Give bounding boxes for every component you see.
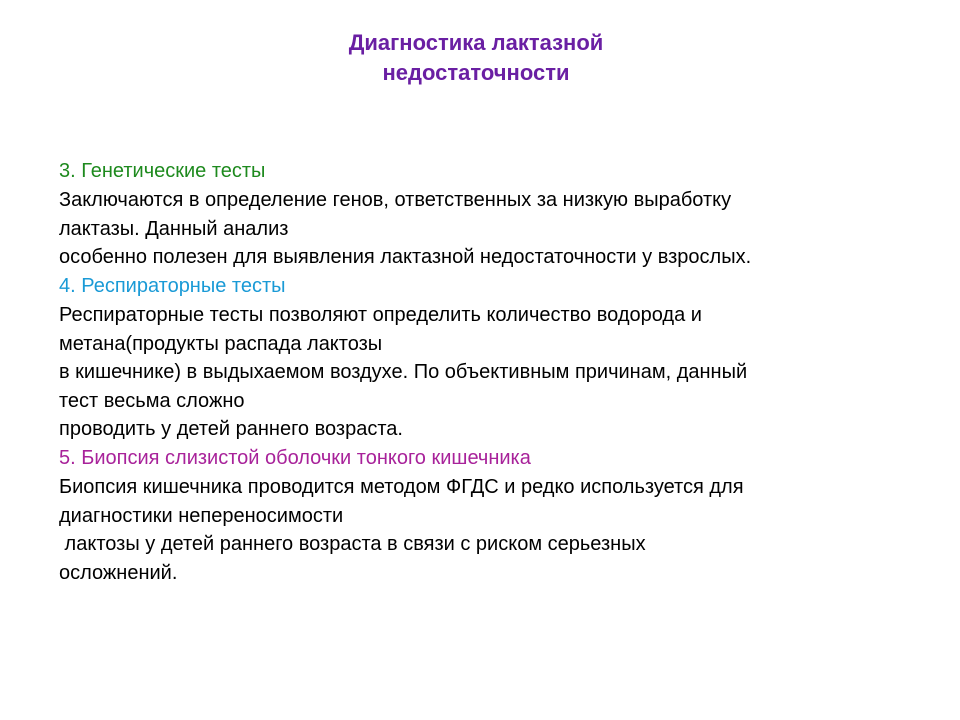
slide-title-line-1: Диагностика лактазной	[348, 30, 604, 55]
body-line: в кишечнике) в выдыхаемом воздухе. По объективным причинам, данный	[59, 361, 748, 383]
body-line: тест весьма сложно	[59, 390, 245, 412]
slide-title-line-2: недостаточности	[382, 60, 570, 85]
body-line: Заключаются в определение генов, ответственных за низкую выработку	[59, 189, 732, 211]
body-line: Респираторные тесты позволяют определить количество водорода и	[59, 304, 702, 326]
section-heading-respiratory-tests: 4. Респираторные тесты	[59, 275, 286, 297]
slide-title	[0, 28, 952, 88]
body-line: осложнений.	[59, 562, 178, 584]
body-line: метана(продукты распада лактозы	[59, 333, 383, 355]
body-line: диагностики непереносимости	[59, 505, 344, 527]
section-heading-genetic-tests: 3. Генетические тесты	[59, 160, 266, 182]
body-line: особенно полезен для выявления лактазной недостаточности у взрослых.	[59, 246, 752, 268]
body-line: проводить у детей раннего возраста.	[59, 418, 403, 440]
body-line: Биопсия кишечника проводится методом ФГДС и редко используется для	[59, 476, 744, 498]
section-heading-biopsy: 5. Биопсия слизистой оболочки тонкого кишечника	[59, 447, 531, 469]
slide-body	[59, 157, 939, 587]
body-line: лактозы у детей раннего возраста в связи с риском серьезных	[59, 533, 646, 555]
body-line: лактазы. Данный анализ	[59, 218, 289, 240]
